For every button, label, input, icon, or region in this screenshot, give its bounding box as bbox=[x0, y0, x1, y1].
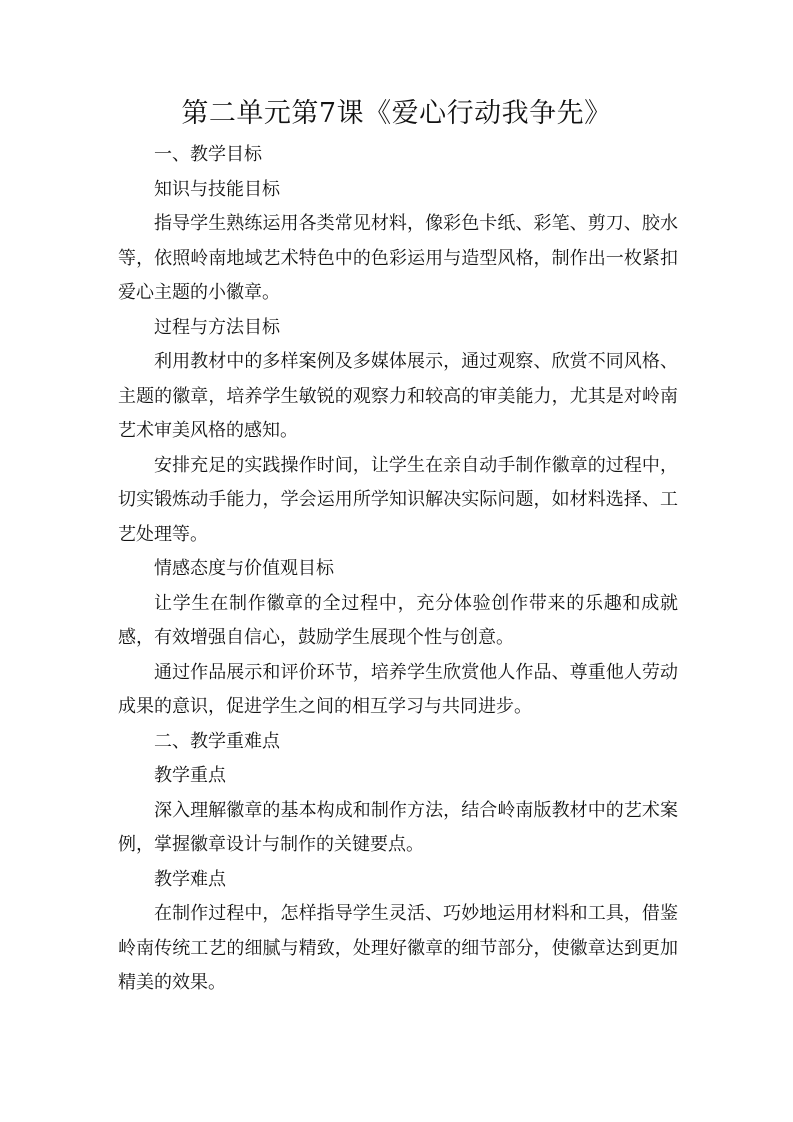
key-points-heading: 二、教学重难点 bbox=[154, 730, 280, 752]
teaching-difficulty-paragraph: 在制作过程中，怎样指导学生灵活、巧妙地运用材料和工具，借鉴岭南传统工艺的细腻与精致，处理好徽章的细节部分，使徽章达到更加精美的效果。 bbox=[118, 903, 678, 993]
document-title: 第二单元第7课《爱心行动我争先》 bbox=[181, 98, 612, 129]
attitude-values-paragraph-1: 让学生在制作徽章的全过程中，充分体验创作带来的乐趣和成就感，有效增强自信心，鼓励学生展现个性与创意。 bbox=[118, 592, 678, 648]
process-methods-paragraph-1: 利用教材中的多样案例及多媒体展示，通过观察、欣赏不同风格、主题的徽章，培养学生敏锐的观察力和较高的审美能力，尤其是对岭南艺术审美风格的感知。 bbox=[118, 351, 678, 441]
process-methods-paragraph-2: 安排充足的实践操作时间，让学生在亲自动手制作徽章的过程中，切实锻炼动手能力，学会运用所学知识解决实际问题，如材料选择、工艺处理等。 bbox=[118, 454, 678, 545]
teaching-focus-paragraph: 深入理解徽章的基本构成和制作方法，结合岭南版教材中的艺术案例，掌握徽章设计与制作的关键要点。 bbox=[118, 799, 678, 855]
teaching-difficulty-heading: 教学难点 bbox=[154, 868, 226, 890]
attitude-values-paragraph-2: 通过作品展示和评价环节，培养学生欣赏他人作品、尊重他人劳动成果的意识，促进学生之间的相互学习与共同进步。 bbox=[118, 661, 678, 717]
attitude-values-heading: 情感态度与价值观目标 bbox=[154, 558, 334, 579]
process-methods-heading: 过程与方法目标 bbox=[154, 316, 280, 338]
knowledge-skills-heading: 知识与技能目标 bbox=[154, 178, 280, 200]
knowledge-skills-paragraph: 指导学生熟练运用各类常见材料，像彩色卡纸、彩笔、剪刀、胶水等，依照岭南地域艺术特色中的色彩运用与造型风格，制作出一枚紧扣爱心主题的小徽章。 bbox=[118, 213, 678, 303]
teaching-focus-heading: 教学重点 bbox=[154, 765, 226, 786]
objectives-heading: 一、教学目标 bbox=[154, 144, 262, 165]
document-body bbox=[118, 138, 678, 1001]
